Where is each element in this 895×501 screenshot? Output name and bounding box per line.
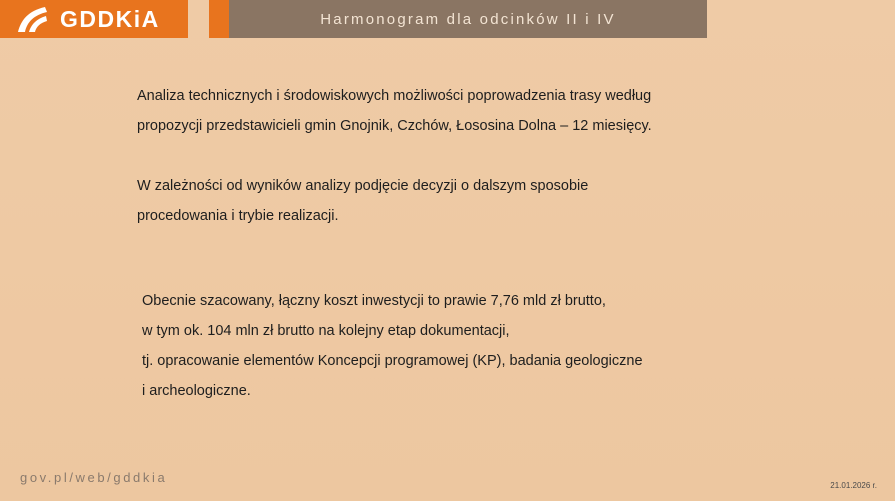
- paragraph-line: tj. opracowanie elementów Koncepcji programowej (KP), badania geologiczne: [142, 353, 643, 369]
- footer-url: gov.pl/web/gddkia: [20, 470, 168, 485]
- paragraph-line: w tym ok. 104 mln zł brutto na kolejny etap dokumentacji,: [142, 323, 510, 339]
- paragraph-line: Obecnie szacowany, łączny koszt inwestycji to prawie 7,76 mld zł brutto,: [142, 293, 606, 309]
- header-accent-bar: [209, 0, 229, 38]
- slide-title: Harmonogram dla odcinków II i IV: [320, 10, 616, 28]
- gddkia-logo: [0, 0, 188, 38]
- paragraph-line: propozycji przedstawicieli gmin Gnojnik, Czchów, Łososina Dolna – 12 miesięcy.: [137, 118, 652, 134]
- paragraph-line: Analiza technicznych i środowiskowych możliwości poprowadzenia trasy według: [137, 88, 652, 104]
- paragraph-line: W zależności od wyników analizy podjęcie decyzji o dalszym sposobie: [137, 178, 589, 194]
- header-title-bar: [229, 0, 707, 38]
- road-logo-icon: [15, 4, 49, 34]
- paragraph-decision: [137, 171, 588, 231]
- logo-text: GDDKiA: [60, 6, 160, 32]
- paragraph-cost: [142, 286, 643, 406]
- paragraph-analysis: [137, 81, 652, 141]
- footer-date: 21.01.2026 r.: [830, 481, 877, 490]
- paragraph-line: i archeologiczne.: [142, 383, 251, 399]
- paragraph-line: procedowania i trybie realizacji.: [137, 208, 339, 224]
